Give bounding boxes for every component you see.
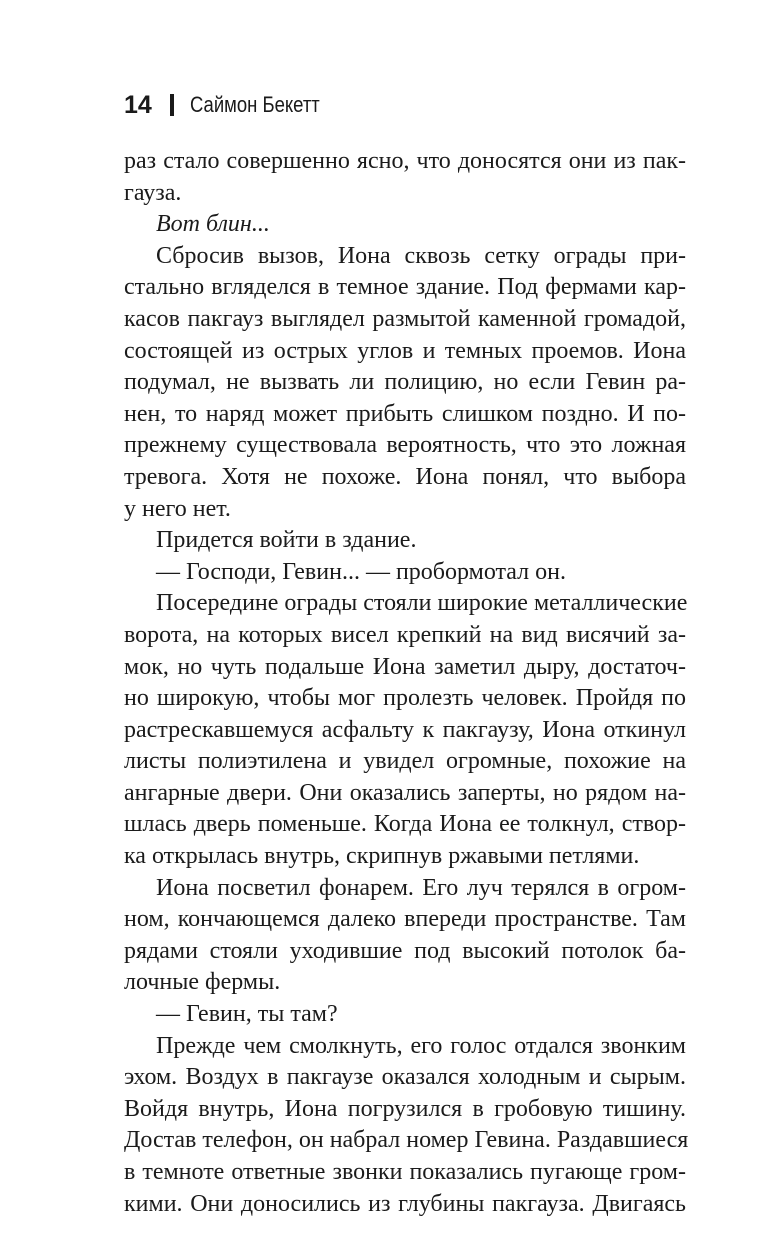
text-line: мок, но чуть подальше Иона заметил дыру, достаточ- xyxy=(124,653,686,680)
text-line: шлась дверь поменьше. Когда Иона ее толкнул, створ- xyxy=(124,811,686,838)
text-line: раз стало совершенно ясно, что доносятся они из пак- xyxy=(124,148,686,174)
text-line: подумал, не вызвать ли полицию, но если Гевин ра- xyxy=(124,369,686,396)
text-line: кими. Они доносились из глубины пакгауза. Двигаясь xyxy=(124,1190,686,1217)
text-line: Посередине ограды стояли широкие металлические xyxy=(156,590,688,617)
text-line: Войдя внутрь, Иона погрузился в гробовую тишину. xyxy=(124,1095,686,1122)
text-line: Вот блин... xyxy=(156,211,270,238)
text-line: стально вгляделся в темное здание. Под фермами кар- xyxy=(124,274,686,301)
header-author: Саймон Бекетт xyxy=(189,92,320,117)
text-line: Прежде чем смолкнуть, его голос отдался звонким xyxy=(156,1032,686,1059)
text-line: гауза. xyxy=(124,179,182,206)
text-line: у него нет. xyxy=(124,495,231,522)
text-line: Иона посветил фонарем. Его луч терялся в огром- xyxy=(156,874,686,901)
running-header xyxy=(124,88,344,122)
header-separator xyxy=(170,94,174,116)
text-line: — Господи, Гевин... — пробормотал он. xyxy=(156,558,566,585)
text-line: ка открылась внутрь, скрипнув ржавыми петлями. xyxy=(124,843,640,870)
text-line: касов пакгауз выглядел размытой каменной громадой, xyxy=(124,305,686,332)
text-line: в темноте ответные звонки показались пугающе гром- xyxy=(124,1159,686,1185)
text-line: прежнему существовала вероятность, что это ложная xyxy=(124,432,686,459)
text-line: ангарные двери. Они оказались заперты, но рядом на- xyxy=(124,779,686,806)
text-line: — Гевин, ты там? xyxy=(156,1001,338,1028)
text-line: Достав телефон, он набрал номер Гевина. Раздавшиеся xyxy=(124,1127,689,1154)
text-line: рядами стояли уходившие под высокий потолок ба- xyxy=(124,937,686,964)
text-line: Придется войти в здание. xyxy=(156,527,417,554)
text-line: тревога. Хотя не похоже. Иона понял, что выбора xyxy=(124,463,686,490)
text-line: ном, кончающемся далеко впереди пространстве. Там xyxy=(124,906,686,933)
text-line: Сбросив вызов, Иона сквозь сетку ограды при- xyxy=(156,242,686,269)
text-line: эхом. Воздух в пакгаузе оказался холодным и сырым. xyxy=(124,1064,686,1091)
text-line: состоящей из острых углов и темных проемов. Иона xyxy=(124,337,686,364)
page-number: 14 xyxy=(124,90,152,119)
text-line: нен, то наряд может прибыть слишком поздно. И по- xyxy=(124,400,686,427)
text-line: растрескавшемуся асфальту к пакгаузу, Иона откинул xyxy=(124,716,686,743)
text-line: но широкую, чтобы мог пролезть человек. Пройдя по xyxy=(124,685,686,712)
text-line: лочные фермы. xyxy=(124,969,281,996)
text-line: ворота, на которых висел крепкий на вид висячий за- xyxy=(124,621,686,648)
text-line: листы полиэтилена и увидел огромные, похожие на xyxy=(124,748,686,775)
body-text xyxy=(124,146,689,1220)
